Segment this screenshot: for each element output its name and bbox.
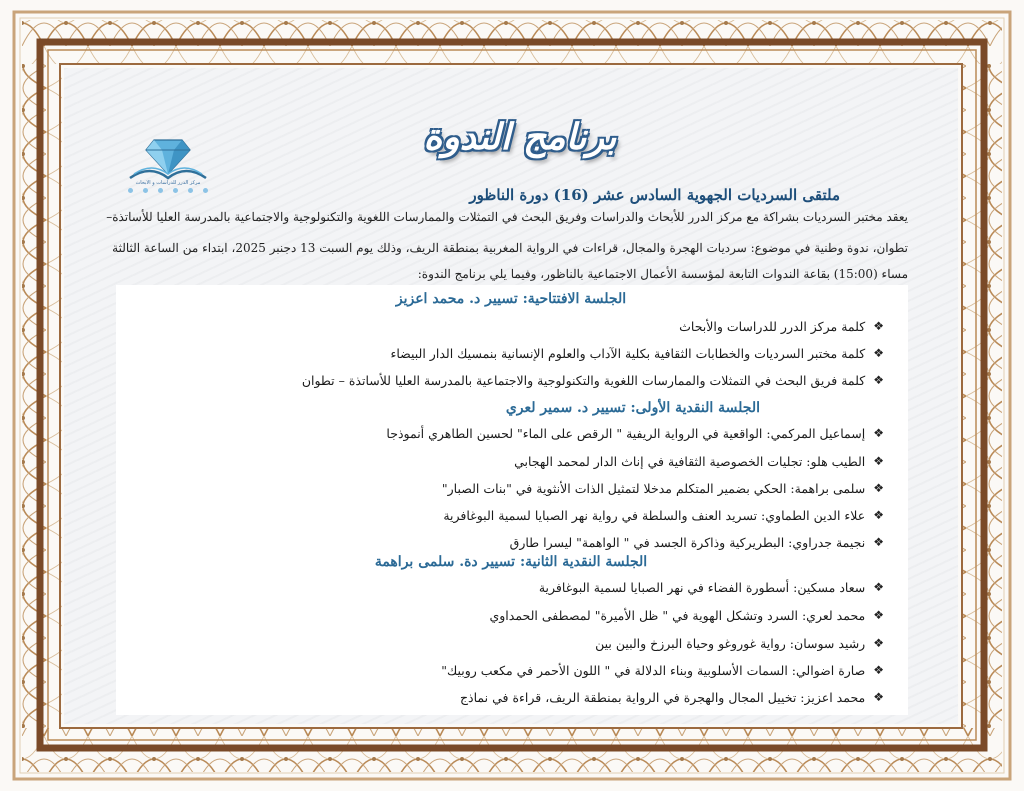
logo-caption: مركز الدرر للدراسات و الأبحاث — [135, 180, 201, 186]
diamond-bullet-icon: ❖ — [873, 373, 884, 387]
program-title: برنامج الندوة — [423, 116, 617, 158]
diamond-bullet-icon: ❖ — [873, 690, 884, 704]
list-item: ❖ كلمة مختبر السرديات والخطابات الثقافية بكلية الآداب والعلوم الإنسانية بنمسيك الدار البيضاء — [390, 345, 884, 361]
list-item: ❖ سلمى براهمة: الحكي بضمير المتكلم مدخلا لتمثيل الذات الأنثوية في "بنات الصبار" — [441, 480, 884, 496]
list-item: ❖ الطيب هلو: تجليات الخصوصية الثقافية في إناث الدار لمحمد الهجابي — [514, 453, 884, 469]
intro-line-3: مساء (15:00) بقاعة الندوات التابعة لمؤسسة الأعمال الاجتماعية بالناظور، وفيما يلي برنامج الندوة: — [417, 267, 908, 281]
intro-line-1: يعقد مختبر السرديات بشراكة مع مركز الدرر للأبحاث والدراسات وفريق البحث في التمثلات والممارسات اللغوية والتكنولوجية والاجتماعية بالمدرسة العليا للأساتذة– — [106, 210, 908, 224]
list-item: ❖ محمد اعزيز: تخييل المجال والهجرة في الرواية بمنطقة الريف، قراءة في نماذج — [459, 689, 884, 705]
list-item: ❖ صارة اضوالي: السمات الأسلوبية وبناء الدلالة في " اللون الأحمر في مكعب روبيك" — [441, 662, 884, 678]
list-item: ❖ سعاد مسكين: أسطورة الفضاء في نهر الصبايا لسمية البوغافرية — [538, 579, 884, 595]
diamond-bullet-icon: ❖ — [873, 426, 884, 440]
session-heading-opening: الجلسة الافتتاحية: تسيير د. محمد اعزيز — [395, 291, 627, 307]
diamond-bullet-icon: ❖ — [873, 663, 884, 677]
diamond-bullet-icon: ❖ — [873, 608, 884, 622]
list-item: ❖ علاء الدين الطماوي: تسريد العنف والسلطة في رواية نهر الصبايا لسمية البوغافرية — [443, 507, 884, 523]
diamond-bullet-icon: ❖ — [873, 454, 884, 468]
list-item: ❖ كلمة مركز الدرر للدراسات والأبحاث — [679, 318, 884, 334]
diamond-bullet-icon: ❖ — [873, 481, 884, 495]
list-item: ❖ رشيد سوسان: رواية غوروغو وحياة البرزخ والبين بين — [595, 635, 884, 651]
session-heading-second: الجلسة النقدية الثانية: تسيير دة. سلمى براهمة — [374, 554, 648, 570]
intro-line-2: تطوان، ندوة وطنية في موضوع: سرديات الهجرة والمجال، قراءات في الرواية المغربية بمنطقة الريف، وذلك يوم السبت 13 دجنبر 2025، ابتداء من الساعة الثالثة — [112, 241, 908, 255]
list-item: ❖ نجيمة جدراوي: البطريركية وذاكرة الجسد في " الواهمة" ليسرا طارق — [509, 534, 884, 550]
diamond-bullet-icon: ❖ — [873, 580, 884, 594]
session-heading-first: الجلسة النقدية الأولى: تسيير د. سمير لعري — [505, 400, 760, 416]
list-item: ❖ كلمة فريق البحث في التمثلات والممارسات اللغوية والتكنولوجية والاجتماعية بالمدرسة العليا للأساتذة – تطوان — [301, 372, 884, 388]
diamond-bullet-icon: ❖ — [873, 636, 884, 650]
logo-dots — [118, 188, 218, 193]
list-item: ❖ محمد لعري: السرد وتشكل الهوية في " ظل الأميرة" لمصطفى الحمداوي — [489, 607, 884, 623]
diamond-bullet-icon: ❖ — [873, 319, 884, 333]
event-title: ملتقى السرديات الجهوية السادس عشر (16) دورة الناظور — [469, 186, 840, 204]
diamond-bullet-icon: ❖ — [873, 346, 884, 360]
diamond-bullet-icon: ❖ — [873, 535, 884, 549]
diamond-bullet-icon: ❖ — [873, 508, 884, 522]
list-item: ❖ إسماعيل المركمي: الواقعية في الرواية الريفية " الرقص على الماء" لحسين الطاهري أنموذجا — [386, 425, 884, 441]
